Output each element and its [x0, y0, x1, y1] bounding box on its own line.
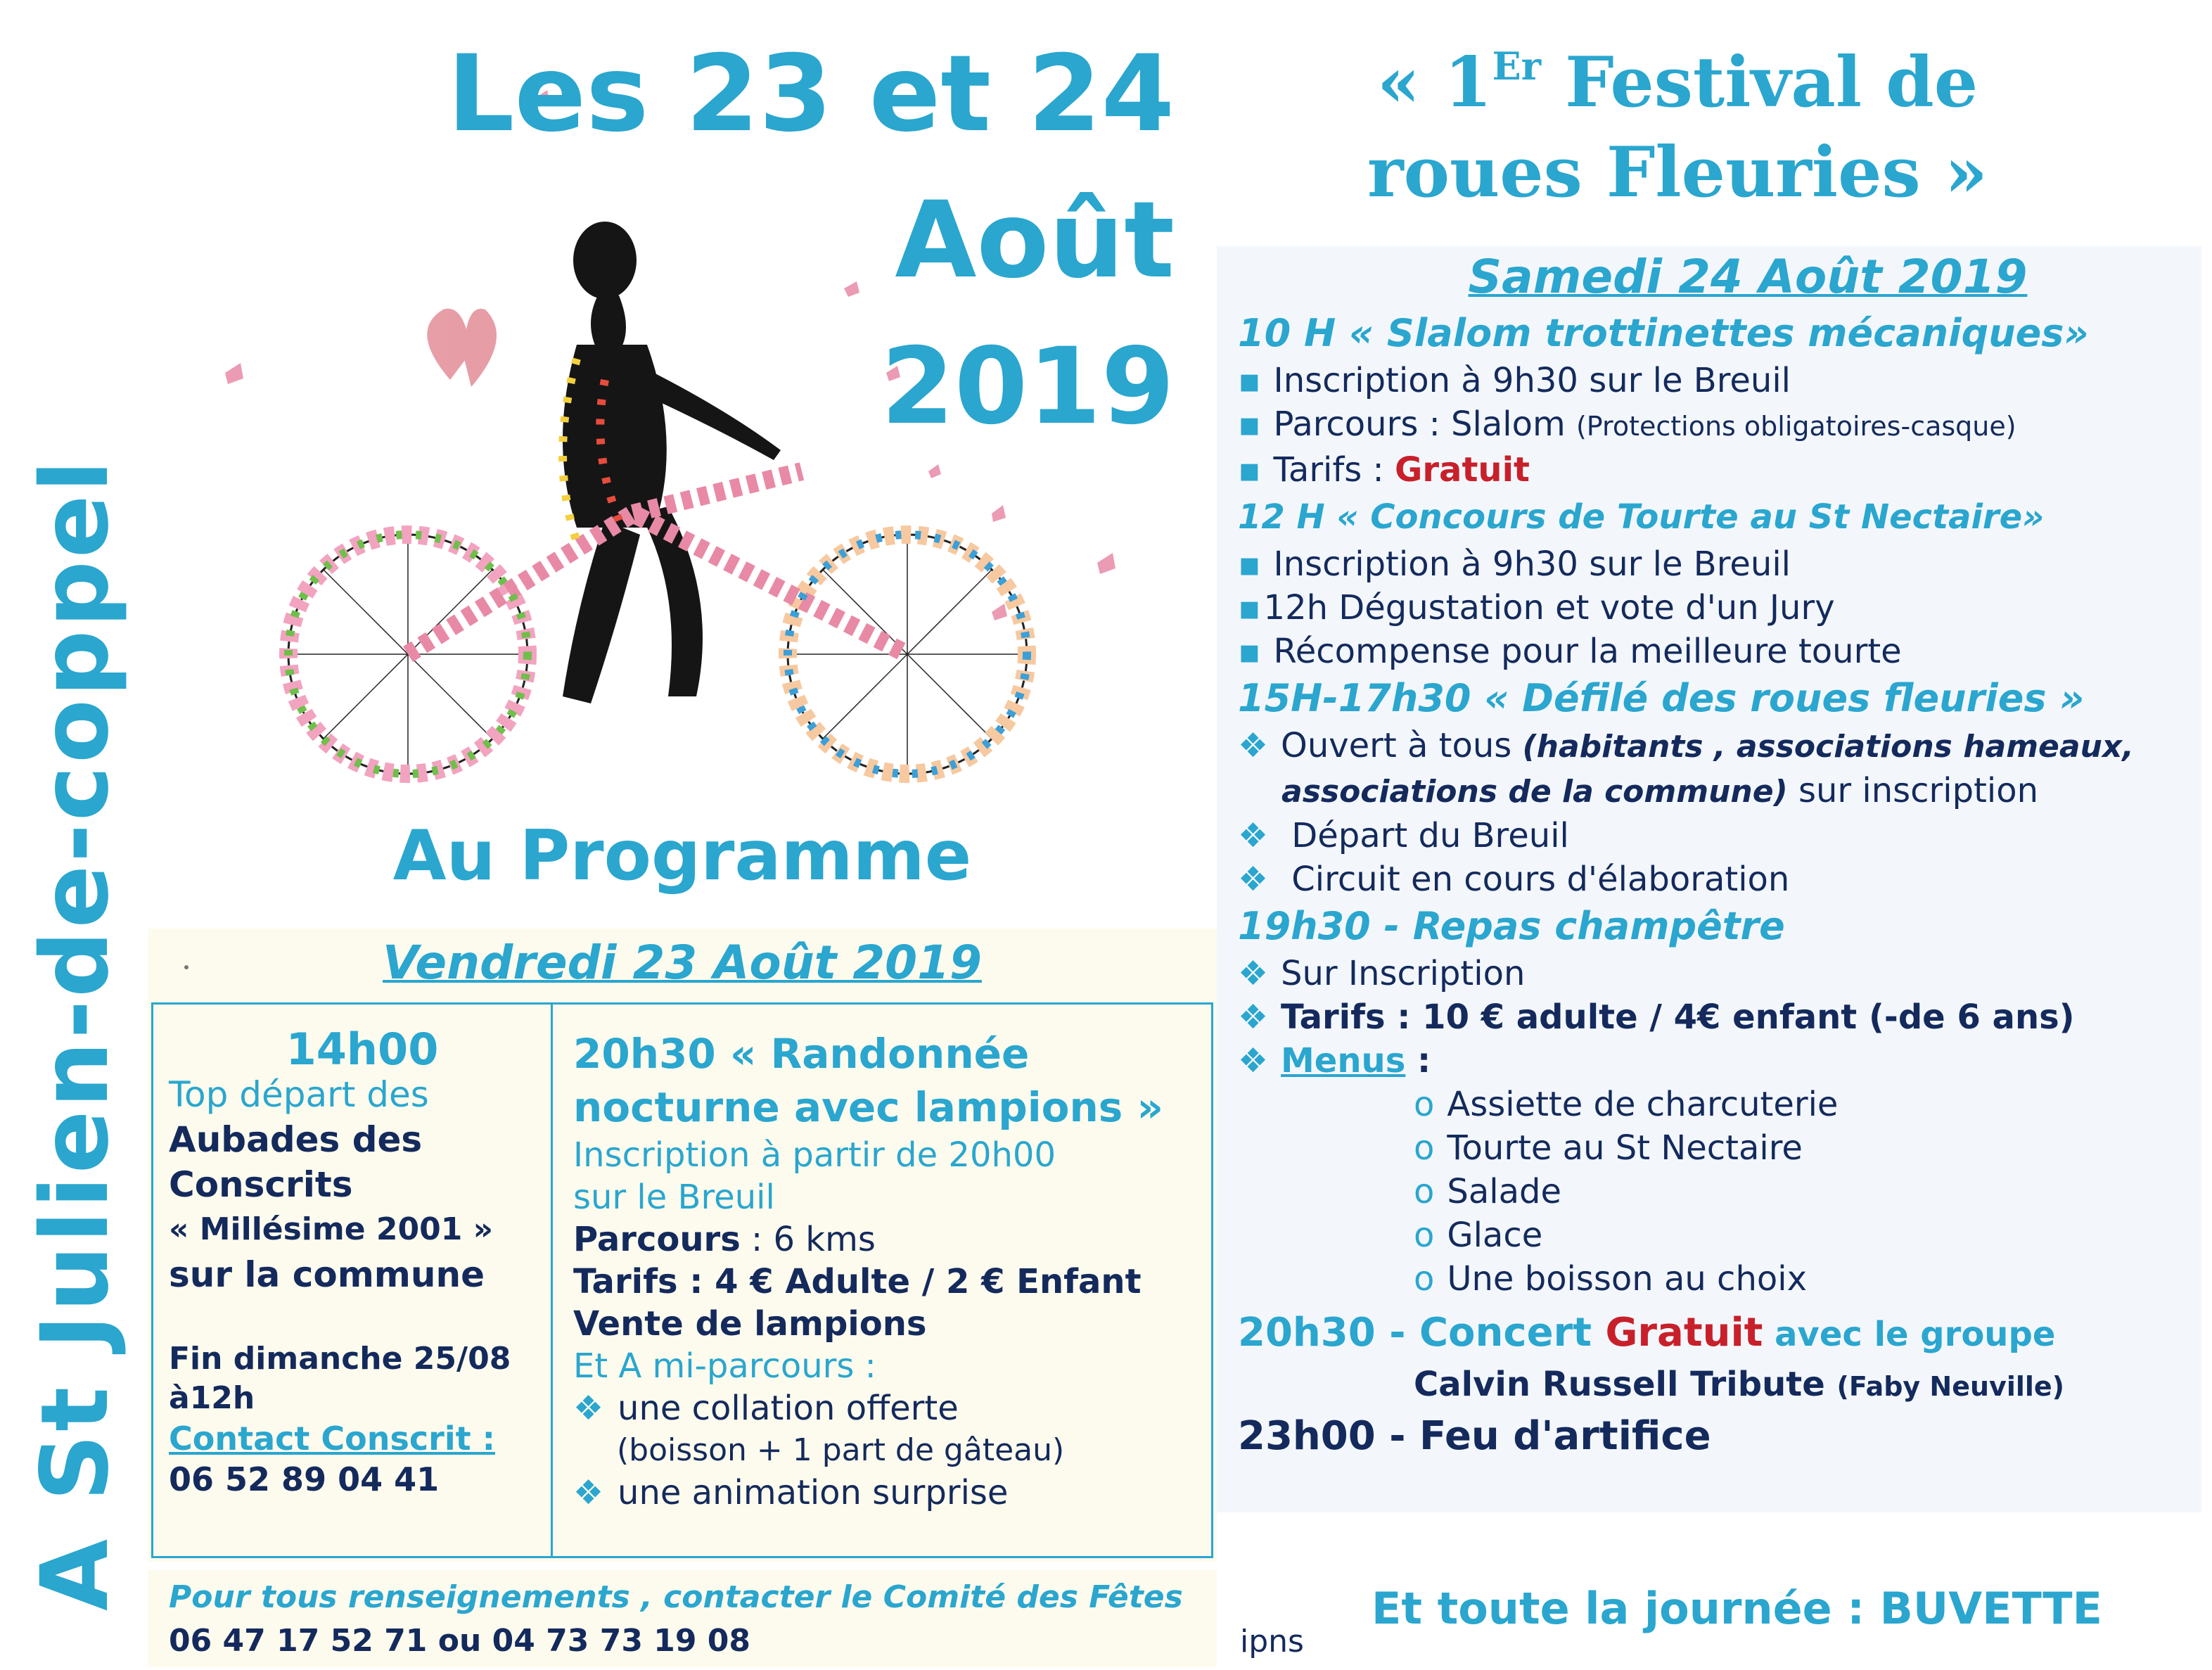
menus-colon: : [1405, 1041, 1431, 1081]
right-insc-2: sur le Breuil [573, 1178, 775, 1217]
right-insc-1: Inscription à partir de 20h00 [573, 1135, 1056, 1175]
square-bullet-icon: ▪ [1238, 544, 1261, 584]
title-quote-open: « 1 [1376, 42, 1492, 123]
concert-time: 20h30 - Concert [1238, 1310, 1606, 1356]
left-line-5: sur la commune [169, 1254, 485, 1295]
vente-lampions: Vente de lampions [573, 1304, 927, 1344]
friday-heading: Vendredi 23 Août 2019 [383, 936, 982, 990]
tourte-degustation: 12h Dégustation et vote d'un Jury [1263, 588, 1835, 627]
tarifs-value: : 4 € Adulte / 2 € Enfant [677, 1262, 1142, 1301]
defile-habitants: (habitants , associations hameaux, [1522, 729, 2135, 765]
animation: une animation surprise [618, 1473, 1009, 1512]
slalom-parcours: Parcours : Slalom [1273, 404, 1576, 444]
left-line-3: Conscrits [169, 1164, 353, 1205]
menu-item: Assiette de charcuterie [1447, 1085, 1839, 1124]
menu-item: Salade [1447, 1172, 1562, 1211]
left-time: 14h00 [286, 1024, 439, 1075]
square-bullet-icon: ▪ [1238, 632, 1261, 671]
slalom-inscription: Inscription à 9h30 sur le Breuil [1273, 361, 1791, 400]
defile-circuit: Circuit en cours d'élaboration [1281, 860, 1790, 899]
contact-label: Contact Conscrit : [169, 1420, 496, 1458]
saturday-program [1238, 250, 2201, 1463]
diamond-bullet-icon: ❖ [1238, 954, 1269, 993]
diamond-bullet-icon: ❖ [1238, 726, 1269, 765]
vertical-town-title: A St Julien-de-coppel [21, 457, 129, 1611]
defile-ouvert: Ouvert à tous [1281, 726, 1523, 765]
concert-band-detail: (Faby Neuville) [1836, 1371, 2065, 1402]
footer-line-2: 06 47 17 52 71 ou 04 73 73 19 08 [169, 1623, 751, 1659]
buvette-note: Et toute la journée : BUVETTE [1372, 1583, 2102, 1634]
circle-bullet-icon: o [1414, 1128, 1435, 1168]
ipns-mark: ipns [1240, 1624, 1304, 1659]
circle-bullet-icon: o [1414, 1216, 1435, 1255]
event-feu-artifice: 23h00 - Feu d'artifice [1238, 1413, 1711, 1459]
concert-groupe: avec le groupe [1763, 1315, 2056, 1354]
event-slalom: 10 H « Slalom trottinettes mécaniques» [1238, 311, 2089, 355]
circle-bullet-icon: o [1414, 1259, 1435, 1299]
left-end-2: à12h [169, 1380, 255, 1416]
tourte-inscription: Inscription à 9h30 sur le Breuil [1273, 544, 1791, 584]
contact-phone: 06 52 89 04 41 [169, 1460, 440, 1498]
footer-contact [169, 1576, 1210, 1663]
concert-gratuit: Gratuit [1605, 1310, 1763, 1356]
date-line-3: 2019 [881, 326, 1175, 448]
diamond-bullet-icon: ❖ [573, 1473, 604, 1512]
collation-detail: (boisson + 1 part de gâteau) [617, 1432, 1065, 1468]
title-line-1: Festival de [1541, 42, 1978, 123]
title-superscript: Er [1492, 44, 1542, 89]
right-title-1: 20h30 « Randonnée [573, 1030, 1030, 1078]
menus-label: Menus [1281, 1041, 1406, 1081]
left-line-4: « Millésime 2001 » [169, 1211, 494, 1247]
tarifs-label: Tarifs [573, 1262, 678, 1301]
right-title-2: nocturne avec lampions » [573, 1083, 1163, 1131]
square-bullet-icon: ▪ [1238, 361, 1261, 400]
defile-depart: Départ du Breuil [1281, 816, 1569, 855]
square-bullet-icon: ▪ [1238, 404, 1261, 444]
diamond-bullet-icon: ❖ [573, 1389, 604, 1428]
saturday-heading: Samedi 24 Août 2019 [1468, 250, 2028, 304]
date-line-2: Août [895, 179, 1175, 302]
festival-title [1210, 21, 2145, 218]
friday-right-column [573, 1027, 1206, 1514]
diamond-bullet-icon: ❖ [1238, 860, 1269, 899]
program-heading: Au Programme [392, 816, 972, 896]
circle-bullet-icon: o [1414, 1172, 1435, 1211]
date-line-1: Les 23 et 24 [447, 33, 1175, 155]
slalom-protections: (Protections obligatoires-casque) [1575, 411, 2016, 442]
friday-column-divider [551, 1002, 553, 1558]
circle-bullet-icon: o [1414, 1085, 1435, 1124]
tourte-recompense: Récompense pour la meilleure tourte [1273, 632, 1902, 671]
footer-line-1: Pour tous renseignements , contacter le Comité des Fêtes [169, 1579, 1183, 1615]
concert-band: Calvin Russell Tribute [1414, 1365, 1837, 1404]
square-bullet-icon: ▪ [1238, 450, 1261, 490]
slalom-tarifs: Tarifs : [1273, 450, 1395, 490]
menu-item: Une boisson au choix [1447, 1259, 1807, 1299]
collation: une collation offerte [618, 1389, 959, 1428]
diamond-bullet-icon: ❖ [1238, 1041, 1269, 1081]
title-line-2: roues Fleuries » [1367, 132, 1988, 213]
menu-item: Glace [1447, 1216, 1543, 1255]
menu-item: Tourte au St Nectaire [1447, 1128, 1803, 1168]
left-line-1: Top départ des [169, 1074, 429, 1115]
parcours-value: : 6 kms [740, 1220, 876, 1259]
event-defile: 15H-17h30 « Défilé des roues fleuries » [1238, 676, 2085, 720]
repas-inscription: Sur Inscription [1281, 954, 1526, 993]
parcours-label: Parcours [573, 1220, 741, 1259]
diamond-bullet-icon: ❖ [1238, 997, 1269, 1037]
square-bullet-icon: ▪ [1238, 588, 1261, 627]
friday-left-column [169, 1024, 542, 1500]
left-line-2: Aubades des [169, 1119, 423, 1160]
event-repas: 19h30 - Repas champêtre [1238, 904, 1785, 948]
mi-parcours: Et A mi-parcours : [573, 1346, 876, 1386]
event-tourte: 12 H « Concours de Tourte au St Nectaire» [1238, 497, 2045, 537]
defile-associations: associations de la commune) [1281, 774, 1788, 810]
diamond-bullet-icon: ❖ [1238, 816, 1269, 855]
left-end-1: Fin dimanche 25/08 [169, 1341, 511, 1377]
event-dates [394, 21, 1175, 460]
defile-sur-inscription: sur inscription [1787, 771, 2039, 810]
slalom-gratuit: Gratuit [1394, 450, 1530, 490]
repas-tarifs: Tarifs : 10 € adulte / 4€ enfant (-de 6 ans) [1281, 997, 2075, 1037]
